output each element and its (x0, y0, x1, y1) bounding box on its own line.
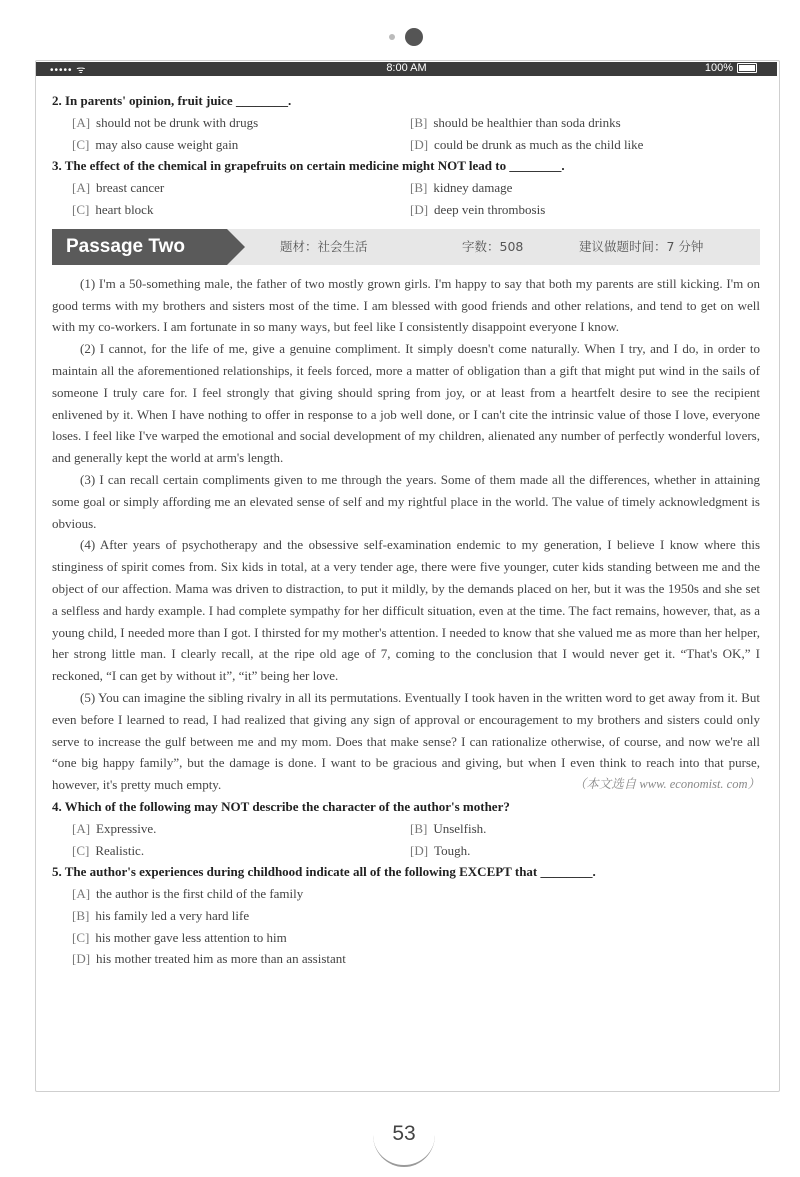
option-letter: [A] (72, 820, 91, 836)
paragraph-5-text: (5) You can imagine the sibling rivalry in all its permutations. Eventually I took haven in the written word to get away from it. But even before I learned to read, I had realized that giving any sign of approval or encouragement to my brothers and sisters could only serve to increase the gulf between me and my mom. Does that make sense? I can rationalize otherwise, of course, and now we're all “one big happy family”, but the damage is done. I want to be gracious and giving, but when I even think to reach into that purse, however, it's pretty much empty. (52, 689, 760, 793)
paragraph-5 (52, 687, 760, 796)
question-number: 4. (52, 798, 62, 814)
question-text: In parents' opinion, fruit juice ________. (65, 93, 292, 108)
passage-title: Passage Two (52, 229, 227, 265)
status-bar (36, 62, 777, 76)
question-text: Which of the following may NOT describe the character of the author's mother? (64, 798, 510, 814)
option-text: breast cancer (96, 180, 165, 196)
option-d[interactable] (410, 134, 780, 156)
option-text: may also cause weight gain (95, 136, 239, 152)
option-text: should not be drunk with drugs (96, 114, 259, 130)
option-c[interactable] (72, 840, 410, 862)
option-a[interactable] (72, 112, 410, 134)
option-b[interactable] (72, 905, 760, 927)
option-letter: [A] (72, 180, 91, 196)
question-5 (52, 861, 760, 970)
option-text: his family led a very hard life (95, 907, 250, 923)
option-letter: [B] (410, 114, 428, 130)
battery-indicator (705, 62, 757, 74)
page-content (52, 90, 760, 970)
option-letter: [A] (72, 114, 91, 130)
question-stem (52, 155, 760, 177)
option-text: Unselfish. (433, 820, 487, 836)
question-stem (52, 796, 760, 818)
passage-suggested-time: 建议做题时间：7 分钟 (579, 238, 704, 254)
status-time: 8:00 AM (386, 62, 427, 74)
question-number: 3. (52, 158, 62, 174)
option-letter: [C] (72, 201, 90, 217)
option-d[interactable] (410, 199, 780, 221)
paragraph-2: (2) I cannot, for the life of me, give a genuine compliment. It simply doesn't come naturally. When I try, and I do, in order to maintain all the aforementioned relationships, it feels forced, more a matter of obligation than a gift that might put wind in the sails of someone I truly care for. I feel strongly that giving should spring from joy, or at least from a heartfelt desire to see the recipient enlivened by it. When I have nothing to offer in response to a job well done, or I can't cite the intrinsic value of those I love, everyone loses. I feel like I've warped the emotional and social development of my children, alienated any number of perfectly wonderful lovers, and generally kept the world at arm's length. (52, 341, 760, 466)
question-2 (52, 90, 760, 155)
passage-topic: 题材：社会生活 (280, 238, 368, 254)
option-text: the author is the first child of the family (96, 886, 304, 902)
option-d[interactable] (410, 840, 780, 862)
banner-arrow-shape (227, 229, 245, 265)
page-number: 53 (392, 1122, 416, 1145)
option-text: deep vein thrombosis (434, 201, 546, 217)
question-number: 5. (52, 864, 62, 880)
option-letter: [B] (410, 180, 428, 196)
option-a[interactable] (72, 883, 760, 905)
option-grid (72, 818, 760, 862)
option-text: Tough. (434, 842, 471, 858)
question-4 (52, 796, 760, 861)
camera-sensor-dot (389, 34, 395, 40)
paragraph-4: (4) After years of psychotherapy and the obsessive self-examination endemic to my generation, I believe I know where this stinginess of spirit comes from. Six kids in total, at a very tender age, there were five younger, cuter kids standing between me and the object of our affection. Mama was driven to distraction, to put it mildly, by the demands placed on her, but it was the 1950s and she set a selfless and hardy example. I had complete sympathy for her difficult situation, even at the time. The fact remains, however, that, as a young child, I needed more than I got. I thirsted for my mother's attention. I needed to know that she valued me as more than her helper, her strong little man. I clearly recall, at the ripe old age of 7, coming to the conclusion that I would never get it. “That's OK,” I reckoned, “I can get by without it”, “it” being her love. (52, 537, 760, 684)
option-d[interactable] (72, 948, 760, 970)
option-a[interactable] (72, 177, 410, 199)
option-letter: [B] (72, 907, 90, 923)
camera-lens (405, 28, 423, 46)
paragraph-1: (1) I'm a 50-something male, the father of two mostly grown girls. I'm happy to say that both my parents are still kicking. I'm on good terms with my brothers and sisters most of the time. I am blessed with good friends and other relations, and tend to get on well with my co-workers. I am fortunate in so many ways, but feel like I consistently disappoint everyone I know. (52, 275, 760, 335)
option-b[interactable] (410, 177, 780, 199)
passage-source: （本文选自 www. economist. com） (573, 777, 760, 792)
option-text: kidney damage (433, 180, 513, 196)
option-text: could be drunk as much as the child like (434, 136, 644, 152)
question-3 (52, 155, 760, 220)
option-grid (72, 177, 760, 221)
question-text: The author's experiences during childhood indicate all of the following EXCEPT that ________. (64, 864, 596, 880)
signal-wifi-indicator: ••••• ᯤ (50, 65, 87, 76)
option-letter: [C] (72, 929, 90, 945)
option-c[interactable] (72, 199, 410, 221)
passage-banner (52, 229, 760, 265)
paragraph-3: (3) I can recall certain compliments given to me through the years. Some of them made all the differences, whether in attaining some goal or simply affording me an elevated sense of self and my rightful place in the world. The value of timely acknowledgment is obvious. (52, 471, 760, 531)
question-text: The effect of the chemical in grapefruits on certain medicine might NOT lead to ________. (64, 158, 565, 174)
option-b[interactable] (410, 818, 780, 840)
option-letter: [D] (72, 951, 91, 967)
option-grid (72, 112, 760, 156)
question-number: 2. (52, 93, 62, 108)
option-letter: [D] (410, 136, 429, 152)
page-number-badge (373, 1103, 435, 1167)
question-stem (52, 90, 760, 112)
option-c[interactable] (72, 134, 410, 156)
option-letter: [C] (72, 136, 90, 152)
option-c[interactable] (72, 927, 760, 949)
option-letter: [C] (72, 842, 90, 858)
option-list (52, 883, 760, 970)
passage-body (52, 273, 760, 796)
passage-word-count: 字数：508 (462, 238, 524, 254)
device-camera (389, 28, 423, 46)
option-text: should be healthier than soda drinks (433, 114, 621, 130)
option-text: his mother gave less attention to him (95, 929, 287, 945)
option-letter: [A] (72, 886, 91, 902)
option-text: Realistic. (95, 842, 145, 858)
battery-icon (737, 63, 757, 73)
question-stem (52, 861, 760, 883)
option-text: heart block (95, 201, 154, 217)
option-b[interactable] (410, 112, 780, 134)
option-letter: [B] (410, 820, 428, 836)
option-text: his mother treated him as more than an assistant (96, 951, 346, 967)
option-letter: [D] (410, 842, 429, 858)
option-a[interactable] (72, 818, 410, 840)
option-letter: [D] (410, 201, 429, 217)
battery-percent: 100% (704, 62, 733, 74)
option-text: Expressive. (96, 820, 157, 836)
